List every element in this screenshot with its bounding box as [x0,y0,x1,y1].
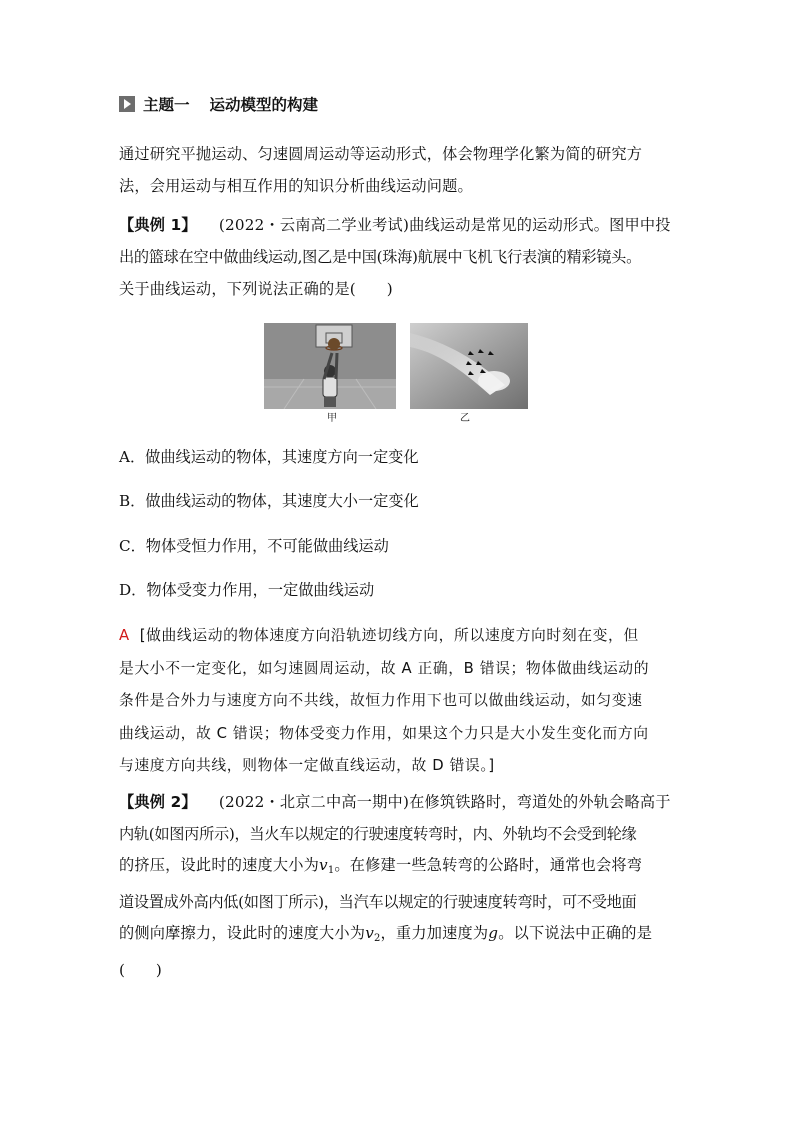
figure-label-yi: 乙 [460,413,470,424]
example-2-text-5c: 。以下说法中正确的是 [498,924,653,942]
example-2-line-3 [119,850,679,887]
example-2-tag: 【典例 2】 [119,793,197,811]
example-1-line-3: 关于曲线运动，下列说法正确的是( ) [119,280,393,298]
answer-letter: A [119,627,130,644]
intro-paragraph [119,138,679,202]
answer-line-5: 与速度方向共线，则物体一定做直线运动，故 D 错误。] [119,757,495,774]
example-1-tag: 【典例 1】 [119,216,197,234]
section-heading [119,92,318,116]
answer-line-3: 条件是合外力与速度方向不共线，故恒力作用下也可以做曲线运动，如匀变速 [119,692,643,709]
answer-text-1: [做曲线运动的物体速度方向沿轨迹切线方向，所以速度方向时刻在变，但 [139,627,639,644]
example-2-line-5 [119,918,679,955]
example-2-line-4: 道设置成外高内低(如图丁所示)，当汽车以规定的行驶速度转弯时，可不受地面 [119,892,637,911]
example-2-text-1: 在修筑铁路时，弯道处的外轨会略高于 [409,793,671,811]
answer-line-1 [119,620,679,653]
example-2-source: (2022・北京二中高一期中) [218,793,410,811]
velocity-v2-subscript: 2 [373,933,381,944]
option-c: C．物体受恒力作用，不可能做曲线运动 [119,537,389,555]
example-1-source: (2022・云南高二学业考试) [218,216,410,234]
example-2-line-2: 内轨(如图丙所示)，当火车以规定的行驶速度转弯时，内、外轨均不会受到轮缘 [119,824,637,843]
answer-line-2: 是大小不一定变化，如匀速圆周运动，故 A 正确，B 错误；物体做曲线运动的 [119,659,650,677]
answer-line-4: 曲线运动，故 C 错误；物体受变力作用，如果这个力只是大小发生变化而方向 [119,724,649,742]
basketball-photo [264,323,396,409]
example-1-text-1: 曲线运动是常见的运动形式。图甲中投 [409,216,671,234]
intro-line-1: 通过研究平抛运动、匀速圆周运动等运动形式，体会物理学化繁为简的研究方 [119,145,643,163]
example-2-text-5b: ，重力加速度为 [380,924,489,942]
airshow-photo [410,323,528,409]
example-1-figure [264,323,528,428]
velocity-v2-symbol: v [365,924,374,942]
option-b: B．做曲线运动的物体，其速度大小一定变化 [119,492,419,510]
figure-label-jia: 甲 [327,413,337,424]
section-title: 主题一 [143,96,190,114]
example-2-text-5a: 的侧向摩擦力，设此时的速度大小为 [119,924,366,942]
example-2-line-1 [119,787,679,819]
option-a: A．做曲线运动的物体，其速度方向一定变化 [119,448,419,466]
intro-line-2: 法，会用运动与相互作用的知识分析曲线运动问题。 [119,177,473,195]
example-2-question [119,787,679,986]
example-2-text-3a: 的挤压，设此时的速度大小为 [119,856,320,874]
velocity-v1-symbol: v [319,856,328,874]
gravity-g-symbol: g [488,924,499,942]
example-2-line-6: ( ) [119,960,163,979]
option-d: D．物体受变力作用，一定做曲线运动 [119,581,375,599]
example-1-line-2: 出的篮球在空中做曲线运动,图乙是中国(珠海)航展中飞机飞行表演的精彩镜头。 [119,248,641,266]
example-1-answer [119,620,679,783]
play-triangle-icon [119,96,135,112]
section-subtitle: 运动模型的构建 [209,96,319,114]
example-1-question [119,209,679,305]
example-1-line-1 [119,209,679,241]
velocity-v1-subscript: 1 [327,865,335,876]
example-2-text-3b: 。在修建一些急转弯的公路时，通常也会将弯 [334,856,643,874]
